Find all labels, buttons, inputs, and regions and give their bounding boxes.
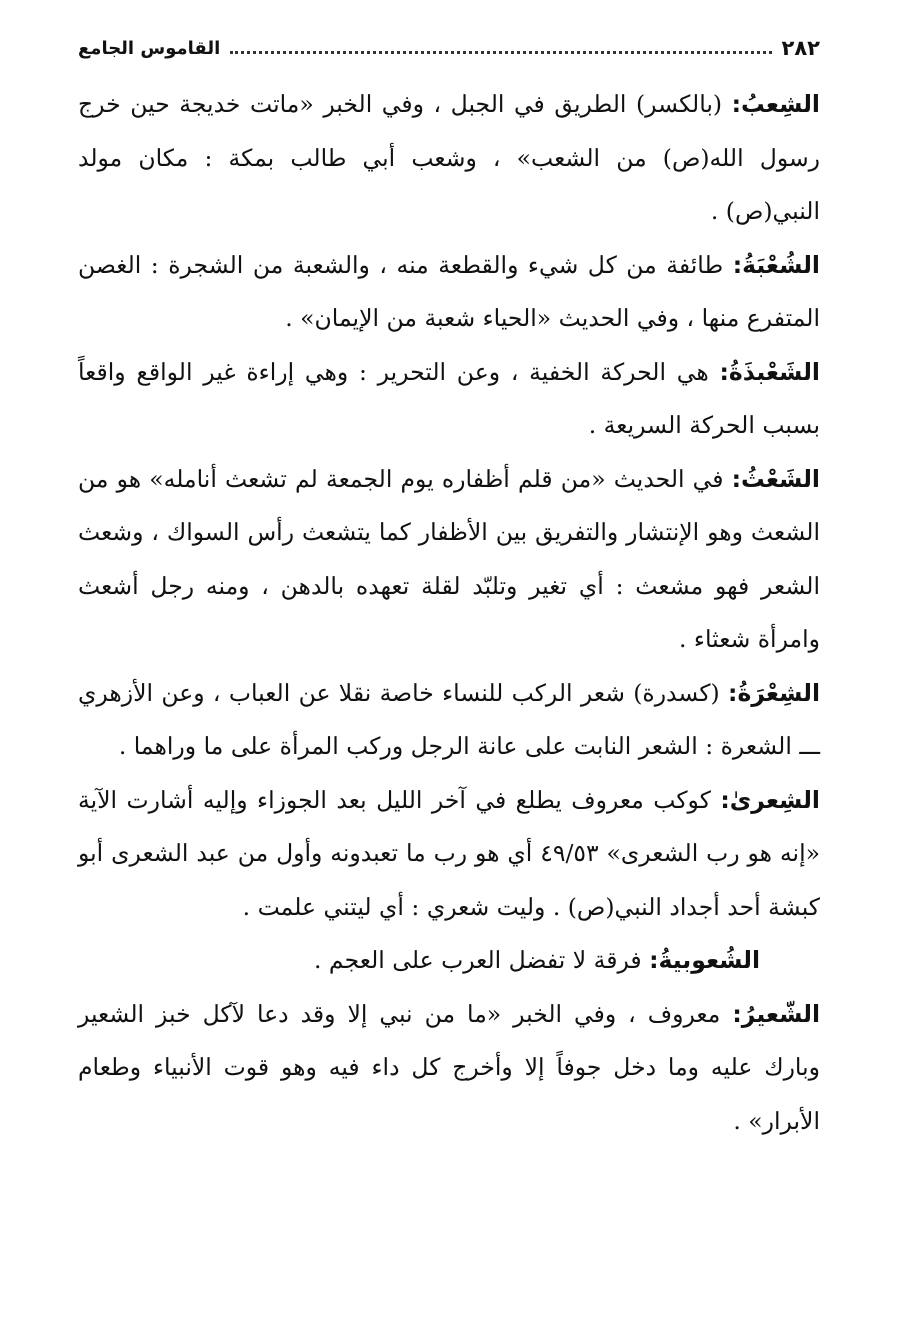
book-title: القاموس الجامع	[78, 37, 221, 59]
entry-headword: الشَعْثُ:	[731, 464, 820, 493]
leader-dots-divider	[230, 51, 771, 54]
dictionary-entry	[78, 78, 820, 239]
dictionary-entry	[78, 774, 820, 935]
entry-definition: في الحديث «من قلم أظفاره يوم الجمعة لم تشعث أنامله» هو من الشعث وهو الإنتشار والتفريق بين الأظفار كما يتشعث رأس السواك ، وشعث الشعر فهو مشعث : أي تغير وتلبّد لقلة تعهده بالدهن ، ومنه رجل أشعث وامرأة شعثاء .	[78, 464, 820, 653]
entry-headword: الشِعْرَةُ:	[728, 678, 820, 707]
entry-definition: فرقة لا تفضل العرب على العجم .	[313, 946, 642, 974]
entry-headword: الشِعرىٰ:	[720, 785, 820, 814]
dictionary-entries	[78, 78, 820, 1148]
dictionary-entry	[78, 988, 820, 1149]
entry-definition: معروف ، وفي الخبر «ما من نبي إلا وقد دعا لآكل خبز الشعير وبارك عليه وما دخل جوفاً إلا وأخرج كل داء فيه وهو قوت الأنبياء وطعام الأبرار» .	[78, 999, 820, 1135]
entry-definition: (بالكسر) الطريق في الجبل ، وفي الخبر «ماتت خديجة حين خرج رسول الله(ص) من الشعب» ، وشعب أبي طالب بمكة : مكان مولد النبي(ص) .	[78, 90, 820, 225]
entry-headword: الشُعْبَةُ:	[732, 250, 820, 279]
entry-headword: الشُعوبيةُ:	[649, 946, 760, 974]
dictionary-entry	[78, 453, 820, 667]
entry-headword: الشّعيرُ:	[732, 999, 820, 1028]
entry-headword: الشَعْبذَةُ:	[719, 357, 820, 386]
dictionary-entry	[78, 346, 820, 453]
page-number: ٢٨٢	[781, 36, 820, 60]
entry-definition: (كسدرة) شعر الركب للنساء خاصة نقلا عن العباب ، وعن الأزهري ـــ الشعرة : الشعر النابت على عانة الرجل وركب المرأة على ما وراهما .	[78, 678, 820, 760]
entry-definition: كوكب معروف يطلع في آخر الليل بعد الجوزاء وإليه أشارت الآية «إنه هو رب الشعرى» ٤٩/٥٣ أي هو رب ما تعبدونه وأول من عبد الشعرى أبو كبشة أحد أجداد النبي(ص) . وليت شعري : أي ليتني علمت .	[78, 785, 820, 921]
dictionary-entry	[78, 667, 820, 774]
entry-definition: طائفة من كل شيء والقطعة منه ، والشعبة من الشجرة : الغصن المتفرع منها ، وفي الحديث «الحياء شعبة من الإيمان» .	[78, 250, 820, 332]
entry-headword: الشِعبُ:	[731, 90, 820, 118]
running-header	[78, 28, 820, 68]
dictionary-entry	[78, 239, 820, 346]
entry-definition: هي الحركة الخفية ، وعن التحرير : وهي إراءة غير الواقع واقعاً بسبب الحركة السريعة .	[78, 357, 820, 439]
dictionary-entry	[78, 934, 820, 988]
